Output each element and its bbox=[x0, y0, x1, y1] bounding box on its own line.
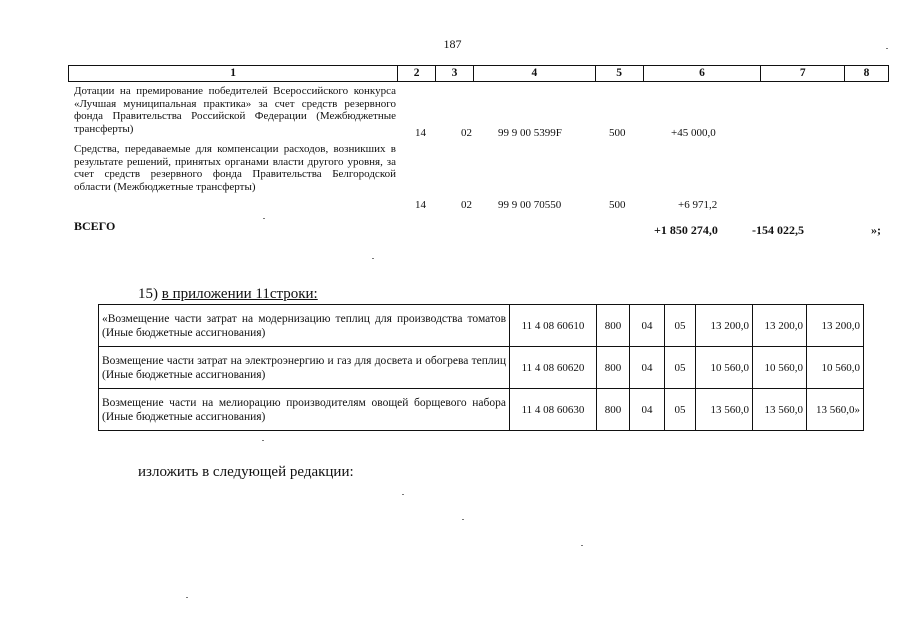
section-heading-prefix: 15) bbox=[138, 286, 162, 302]
row-name: Возмещение части на мелиорацию производителям овощей борщевого набора (Иные бюджетные ассигнования) bbox=[99, 389, 510, 431]
section-heading-text: в приложении 11строки: bbox=[161, 286, 318, 302]
row-vr: 800 bbox=[597, 389, 630, 431]
row-description: Дотации на премирование победителей Всероссийского конкурса «Лучшая муниципальная практика» за счет средств резервного фонда Правительства Российской Федерации (Межбюджетные трансферты) bbox=[74, 85, 396, 135]
row-amount: +45 000,0 bbox=[671, 127, 716, 139]
row-target-code: 99 9 00 70550 bbox=[498, 199, 562, 211]
row-rz: 04 bbox=[630, 347, 665, 389]
table-row bbox=[99, 347, 864, 389]
row-code: 11 4 08 60620 bbox=[510, 347, 597, 389]
table2 bbox=[98, 304, 864, 431]
row-year1: 13 560,0 bbox=[696, 389, 753, 431]
scan-speck bbox=[186, 597, 188, 598]
header-col-5: 5 bbox=[596, 66, 644, 81]
header-col-4: 4 bbox=[474, 66, 596, 81]
row-year2: 10 560,0 bbox=[753, 347, 807, 389]
scan-speck bbox=[886, 48, 888, 49]
scan-speck bbox=[581, 545, 583, 546]
row-code: 11 4 08 60630 bbox=[510, 389, 597, 431]
row-subsection: 02 bbox=[461, 127, 472, 139]
row-pr: 05 bbox=[665, 347, 696, 389]
closing-text: изложить в следующей редакции: bbox=[138, 464, 354, 480]
row-expense-type: 500 bbox=[609, 127, 626, 139]
row-year1: 13 200,0 bbox=[696, 305, 753, 347]
table-row bbox=[99, 389, 864, 431]
header-col-3: 3 bbox=[436, 66, 474, 81]
row-vr: 800 bbox=[597, 347, 630, 389]
scan-speck bbox=[262, 440, 264, 441]
row-year3: 13 200,0 bbox=[807, 305, 864, 347]
section-heading bbox=[138, 286, 318, 303]
table-row bbox=[99, 305, 864, 347]
row-year1: 10 560,0 bbox=[696, 347, 753, 389]
scan-speck bbox=[263, 218, 265, 219]
page-number: 187 bbox=[443, 37, 462, 51]
row-year2: 13 200,0 bbox=[753, 305, 807, 347]
table1-header bbox=[68, 65, 889, 82]
row-description: Средства, передаваемые для компенсации расходов, возникших в результате решений, принятых органами власти другого уровня, за счет средств резервного фонда Правительства Белгородской области (Межбюджетные трансферты) bbox=[74, 143, 396, 193]
header-col-2: 2 bbox=[398, 66, 436, 81]
row-rz: 04 bbox=[630, 389, 665, 431]
row-subsection: 02 bbox=[461, 199, 472, 211]
row-year2: 13 560,0 bbox=[753, 389, 807, 431]
row-section: 14 bbox=[415, 127, 426, 139]
row-name: Возмещение части затрат на электроэнергию и газ для досвета и обогрева теплиц (Иные бюджетные ассигнования) bbox=[99, 347, 510, 389]
total-closing-quote: »; bbox=[871, 223, 881, 237]
total-amount-col6: +1 850 274,0 bbox=[654, 223, 718, 237]
row-pr: 05 bbox=[665, 305, 696, 347]
header-col-6: 6 bbox=[644, 66, 762, 81]
scan-speck bbox=[462, 519, 464, 520]
row-expense-type: 500 bbox=[609, 199, 626, 211]
total-amount-col7: -154 022,5 bbox=[752, 223, 804, 237]
row-name: «Возмещение части затрат на модернизацию теплиц для производства томатов (Иные бюджетные ассигнования) bbox=[99, 305, 510, 347]
row-year3: 10 560,0 bbox=[807, 347, 864, 389]
scan-speck bbox=[372, 258, 374, 259]
row-section: 14 bbox=[415, 199, 426, 211]
total-label: ВСЕГО bbox=[74, 219, 116, 233]
header-col-7: 7 bbox=[761, 66, 845, 81]
row-vr: 800 bbox=[597, 305, 630, 347]
row-code: 11 4 08 60610 bbox=[510, 305, 597, 347]
row-amount: +6 971,2 bbox=[678, 199, 718, 211]
row-pr: 05 bbox=[665, 389, 696, 431]
header-col-8: 8 bbox=[863, 67, 870, 79]
row-rz: 04 bbox=[630, 305, 665, 347]
row-year3: 13 560,0» bbox=[807, 389, 864, 431]
scan-speck bbox=[402, 494, 404, 495]
header-col-1: 1 bbox=[69, 66, 398, 81]
row-target-code: 99 9 00 5399F bbox=[498, 127, 562, 139]
